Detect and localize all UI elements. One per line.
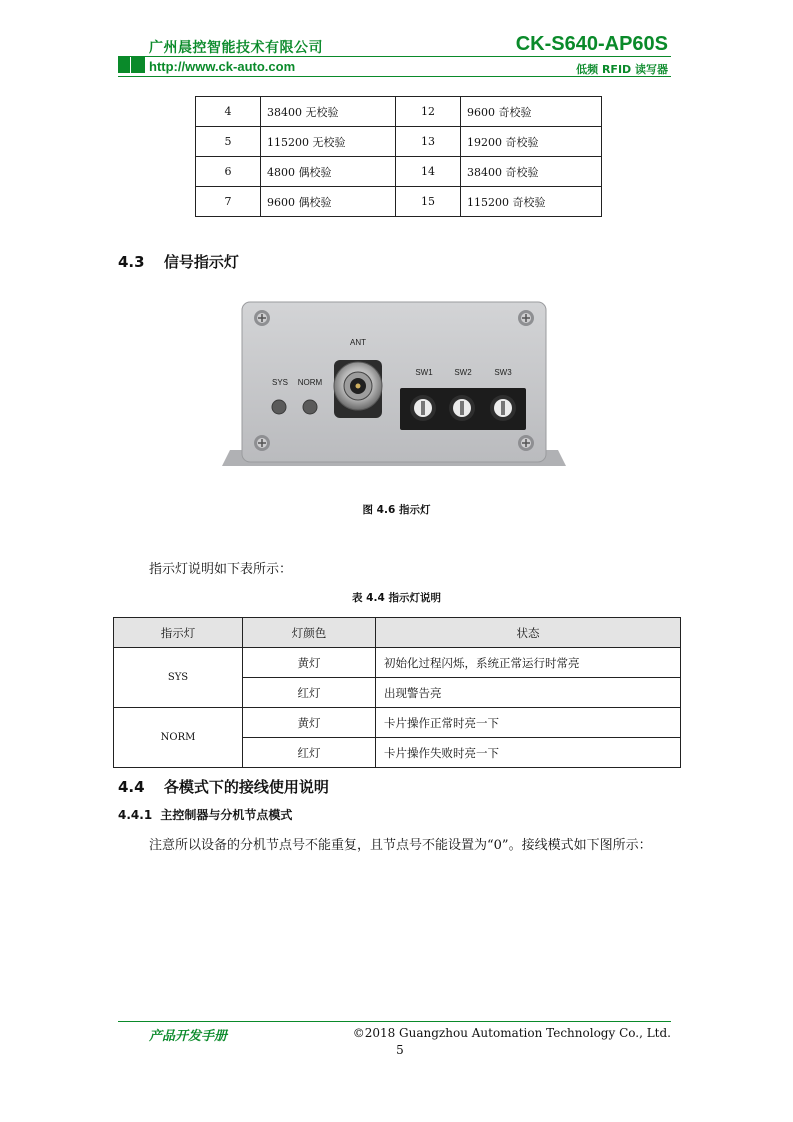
screw-icon [518,435,534,451]
table-cell: 115200 奇校验 [461,187,602,217]
rotary-switch-icon [449,395,475,421]
subsection-heading [118,806,292,823]
color-cell: 黄灯 [243,708,376,738]
table-row [196,187,602,217]
table-header-row [114,618,681,648]
color-cell: 红灯 [243,678,376,708]
table-cell: 4 [196,97,261,127]
status-cell: 卡片操作正常时亮一下 [376,708,681,738]
device-front-panel-image [222,300,566,466]
table-cell: 5 [196,127,261,157]
header-divider [118,56,671,57]
column-header: 指示灯 [114,618,243,648]
header-divider [118,76,671,77]
rotary-switch-icon [410,395,436,421]
header-logo-block [118,57,130,73]
color-cell: 黄灯 [243,648,376,678]
sw3-label: SW3 [494,368,512,377]
column-header: 状态 [376,618,681,648]
sw2-label: SW2 [454,368,472,377]
table-cell: 14 [396,157,461,187]
subsection-number: 4.4.1 [118,808,153,822]
table-row [196,97,602,127]
table-cell: 9600 奇校验 [461,97,602,127]
header-logo-block [131,57,145,73]
company-url[interactable]: http://www.ck-auto.com [149,59,296,74]
table-cell: 19200 奇校验 [461,127,602,157]
screw-icon [254,310,270,326]
page-number: 5 [396,1043,404,1057]
table-cell: 4800 偶校验 [261,157,396,187]
table-row [196,127,602,157]
indicator-name-cell: NORM [114,708,243,768]
body-paragraph: 注意所以设备的分机节点号不能重复，且节点号不能设置为“0”。接线模式如下图所示： [149,838,652,853]
ant-label: ANT [350,338,366,347]
company-name: 广州晨控智能技术有限公司 [149,40,323,56]
sys-led-icon [272,400,286,414]
section-number: 4.3 [118,253,145,271]
sw1-label: SW1 [415,368,433,377]
footer-copyright: ©2018 Guangzhou Automation Technology Co., Ltd. [352,1026,671,1040]
table-cell: 7 [196,187,261,217]
ant-connector-icon [334,360,382,418]
section-heading [118,776,329,797]
table-cell: 115200 无校验 [261,127,396,157]
intro-paragraph: 指示灯说明如下表所示： [149,562,293,577]
status-cell: 卡片操作失败时亮一下 [376,738,681,768]
table-cell: 9600 偶校验 [261,187,396,217]
table-row [114,708,681,738]
sys-label: SYS [271,378,289,387]
table-cell: 6 [196,157,261,187]
color-cell: 红灯 [243,738,376,768]
footer-divider [118,1021,671,1022]
indicator-table [113,617,681,768]
product-model: CK-S640-AP60S [515,33,668,55]
screw-icon [254,435,270,451]
section-heading [118,251,239,272]
baud-rate-table [195,96,602,217]
table-cell: 38400 奇校验 [461,157,602,187]
indicator-name-cell: SYS [114,648,243,708]
footer-manual-title: 产品开发手册 [149,1029,228,1044]
subsection-title: 主控制器与分机节点模式 [160,808,293,822]
section-title: 各模式下的接线使用说明 [163,778,329,796]
section-title: 信号指示灯 [163,253,239,271]
product-subtitle: 低频 RFID 读写器 [576,63,668,76]
table-cell: 12 [396,97,461,127]
rotary-switch-icon [490,395,516,421]
table-cell: 15 [396,187,461,217]
table-caption: 表 4.4 指示灯说明 [352,592,441,604]
status-cell: 初始化过程闪烁，系统正常运行时常亮 [376,648,681,678]
screw-icon [518,310,534,326]
figure-caption: 图 4.6 指示灯 [362,504,431,516]
norm-label: NORM [297,378,323,387]
table-row [196,157,602,187]
table-cell: 13 [396,127,461,157]
table-cell: 38400 无校验 [261,97,396,127]
table-row [114,648,681,678]
norm-led-icon [303,400,317,414]
column-header: 灯颜色 [243,618,376,648]
section-number: 4.4 [118,778,145,796]
status-cell: 出现警告亮 [376,678,681,708]
